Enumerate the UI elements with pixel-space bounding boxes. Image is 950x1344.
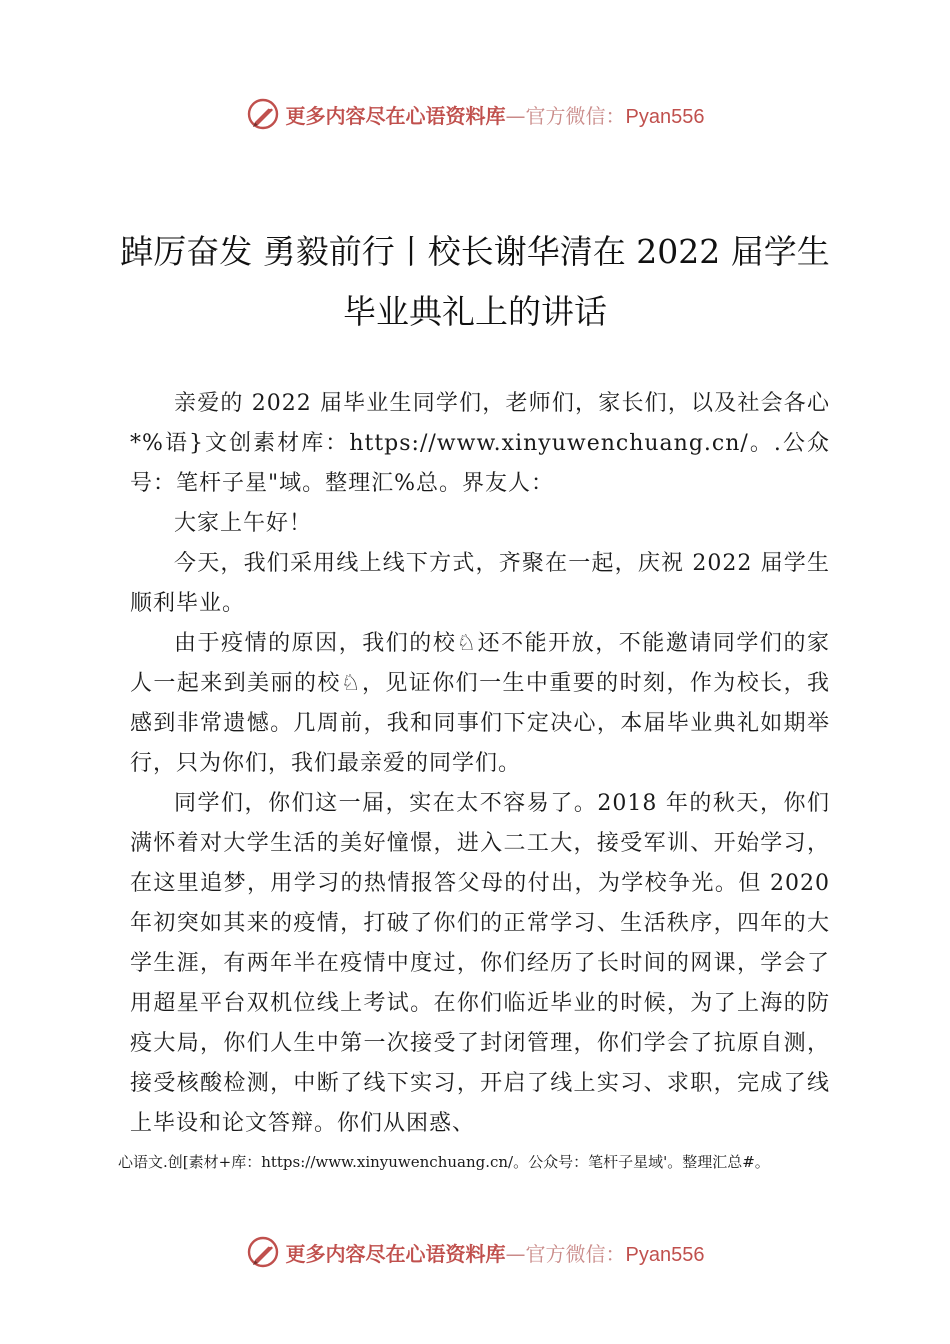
paragraph-celebration: 今天，我们采用线上线下方式，齐聚在一起，庆祝 2022 届学生顺利毕业。 bbox=[130, 551, 830, 616]
banner-dash: — bbox=[505, 1241, 526, 1266]
pen-logo-icon bbox=[246, 97, 280, 131]
banner-text bbox=[286, 100, 705, 129]
header-banner bbox=[0, 94, 950, 134]
footer-banner bbox=[0, 1232, 950, 1272]
banner-wechat-id: Pyan556 bbox=[625, 105, 705, 128]
paragraph-good-morning: 大家上午好！ bbox=[174, 511, 313, 536]
pen-logo-icon bbox=[246, 1235, 280, 1269]
document-title: 踔厉奋发 勇毅前行丨校长谢华清在 2022 届学生毕业典礼上的讲话 bbox=[120, 232, 830, 331]
footer-note: 心语文.创[素材+库：https://www.xinyuwenchuang.cn/。公众号：笔杆子星域'。整理汇总#。 bbox=[118, 1153, 770, 1171]
banner-text bbox=[286, 1238, 705, 1267]
banner-main: 更多内容尽在心语资料库 bbox=[285, 1241, 506, 1266]
banner-label: 官方微信： bbox=[525, 1241, 626, 1266]
banner-main: 更多内容尽在心语资料库 bbox=[285, 103, 506, 128]
document-body bbox=[130, 384, 830, 1144]
paragraph-greeting-audience: 亲爱的 2022 届毕业生同学们，老师们，家长们，以及社会各心*%语}文创素材库：https://www.xinyuwenchuang.cn/。.公众号：笔杆子星"域。整理汇%总。界友人： bbox=[130, 391, 830, 496]
banner-label: 官方微信： bbox=[525, 103, 626, 128]
banner-wechat-id: Pyan556 bbox=[625, 1243, 705, 1266]
paragraph-class-journey: 同学们，你们这一届，实在太不容易了。2018 年的秋天，你们满怀着对大学生活的美好憧憬，进入二工大，接受军训、开始学习，在这里追梦，用学习的热情报答父母的付出，为学校争光。但 2020 年初突如其来的疫情，打破了你们的正常学习、生活秩序，四年的大学生涯，有两年半在疫情中度过，你们经历了长时间的网课，学会了用超星平台双机位线上考试。在你们临近毕业的时候，为了上海的防疫大局，你们人生中第一次接受了封闭管理，你们学会了抗原自测，接受核酸检测，中断了线下实习，开启了线上实习、求职，完成了线上毕设和论文答辩。你们从困惑、 bbox=[130, 791, 830, 1136]
banner-dash: — bbox=[505, 103, 526, 128]
paragraph-epidemic-regret: 由于疫情的原因，我们的校♘还不能开放，不能邀请同学们的家人一起来到美丽的校♘，见证你们一生中重要的时刻，作为校长，我感到非常遗憾。几周前，我和同事们下定决心，本届毕业典礼如期举行，只为你们，我们最亲爱的同学们。 bbox=[130, 631, 830, 776]
